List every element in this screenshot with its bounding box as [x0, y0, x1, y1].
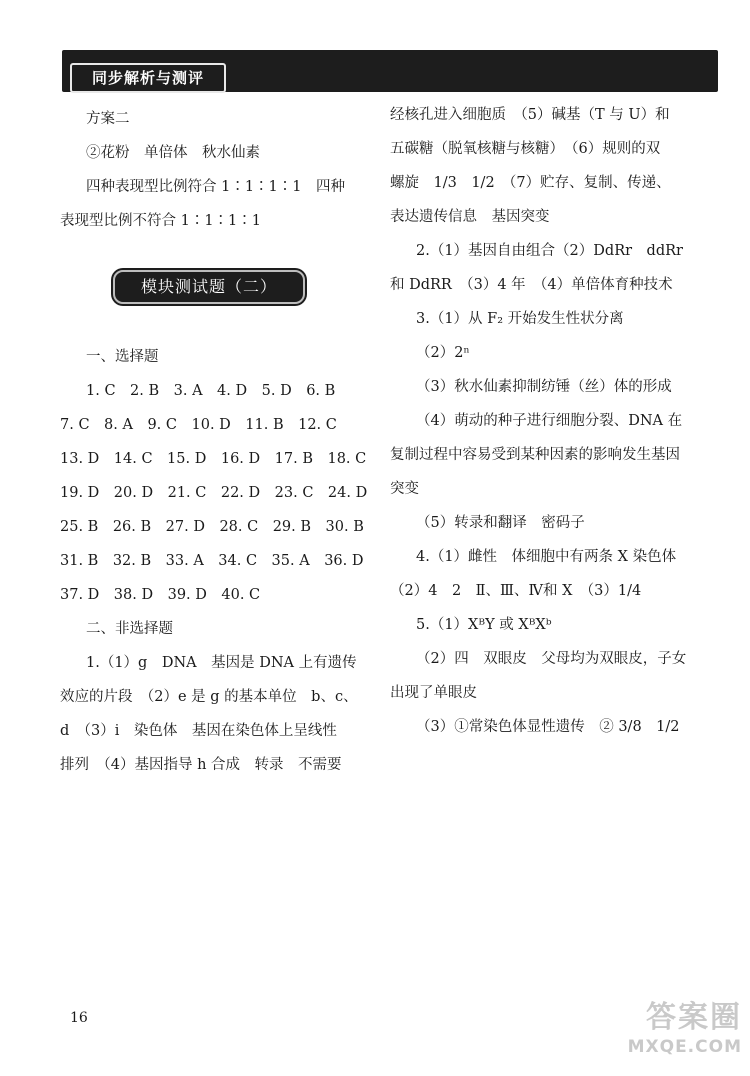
- right-column: [390, 98, 720, 744]
- watermark-bottom: MXQE.COM: [627, 1037, 742, 1057]
- left-bottom-block: [60, 340, 368, 782]
- text-line: 突变: [390, 481, 419, 497]
- text-line: 螺旋 1/3 1/2 （7）贮存、复制、传递、: [390, 175, 671, 191]
- text-line: 37. D 38. D 39. D 40. C: [60, 587, 261, 603]
- text-line: 1. C 2. B 3. A 4. D 5. D 6. B: [86, 383, 336, 399]
- text-line: 7. C 8. A 9. C 10. D 11. B 12. C: [60, 417, 337, 433]
- text-line: 3.（1）从 F₂ 开始发生性状分离: [416, 311, 624, 327]
- text-line: 表达遗传信息 基因突变: [390, 209, 550, 225]
- text-line: 和 DdRR （3）4 年 （4）单倍体育种技术: [390, 277, 673, 293]
- watermark-top: 答案圈: [646, 1000, 742, 1035]
- page-number: 16: [70, 1010, 88, 1026]
- watermark-logo: [602, 1000, 742, 1070]
- text-line: 19. D 20. D 21. C 22. D 23. C 24. D: [60, 485, 368, 501]
- header-label: 同步解析与测评: [70, 63, 226, 93]
- text-line: 二、非选择题: [86, 621, 173, 637]
- text-line: 4.（1）雌性 体细胞中有两条 X 染色体: [416, 549, 677, 565]
- text-line: 1.（1）g DNA 基因是 DNA 上有遗传: [86, 655, 357, 671]
- text-line: 31. B 32. B 33. A 34. C 35. A 36. D: [60, 553, 364, 569]
- left-column: [60, 102, 368, 782]
- text-line: （3）①常染色体显性遗传 ② 3/8 1/2: [416, 719, 680, 735]
- text-line: （2）2ⁿ: [416, 345, 470, 361]
- text-line: （4）萌动的种子进行细胞分裂、DNA 在: [416, 413, 683, 429]
- left-top-block: [60, 102, 360, 238]
- text-line: 方案二: [86, 111, 130, 127]
- text-line: 效应的片段 （2）e 是 g 的基本单位 b、c、: [60, 689, 358, 705]
- text-line: ②花粉 单倍体 秋水仙素: [86, 145, 260, 161]
- text-line: 五碳糖（脱氧核糖与核糖） （6）规则的双: [390, 141, 661, 157]
- text-line: （2）四 双眼皮 父母均为双眼皮，子女: [416, 651, 687, 667]
- text-line: （2）4 2 Ⅱ、Ⅲ、Ⅳ和 X （3）1/4: [390, 583, 642, 599]
- text-line: （5）转录和翻译 密码子: [416, 515, 585, 531]
- text-line: 2.（1）基因自由组合（2）DdRr ddRr: [416, 243, 683, 259]
- text-line: 25. B 26. B 27. D 28. C 29. B 30. B: [60, 519, 364, 535]
- text-line: 四种表现型比例符合 1∶1∶1∶1 四种: [86, 179, 346, 195]
- text-line: 排列 （4）基因指导 h 合成 转录 不需要: [60, 757, 342, 773]
- text-line: 经核孔进入细胞质 （5）碱基（T 与 U）和: [390, 107, 670, 123]
- text-line: 表现型比例不符合 1∶1∶1∶1: [60, 213, 262, 229]
- text-line: 13. D 14. C 15. D 16. D 17. B 18. C: [60, 451, 367, 467]
- section-title: 模块测试题（二）: [113, 270, 305, 304]
- text-line: d （3）i 染色体 基因在染色体上呈线性: [60, 723, 337, 739]
- text-line: 5.（1）XᴮY 或 XᴮXᵇ: [416, 617, 552, 633]
- text-line: 复制过程中容易受到某种因素的影响发生基因: [390, 447, 680, 463]
- text-line: 一、选择题: [86, 349, 159, 365]
- text-line: 出现了单眼皮: [390, 685, 477, 701]
- text-line: （3）秋水仙素抑制纺锤（丝）体的形成: [416, 379, 672, 395]
